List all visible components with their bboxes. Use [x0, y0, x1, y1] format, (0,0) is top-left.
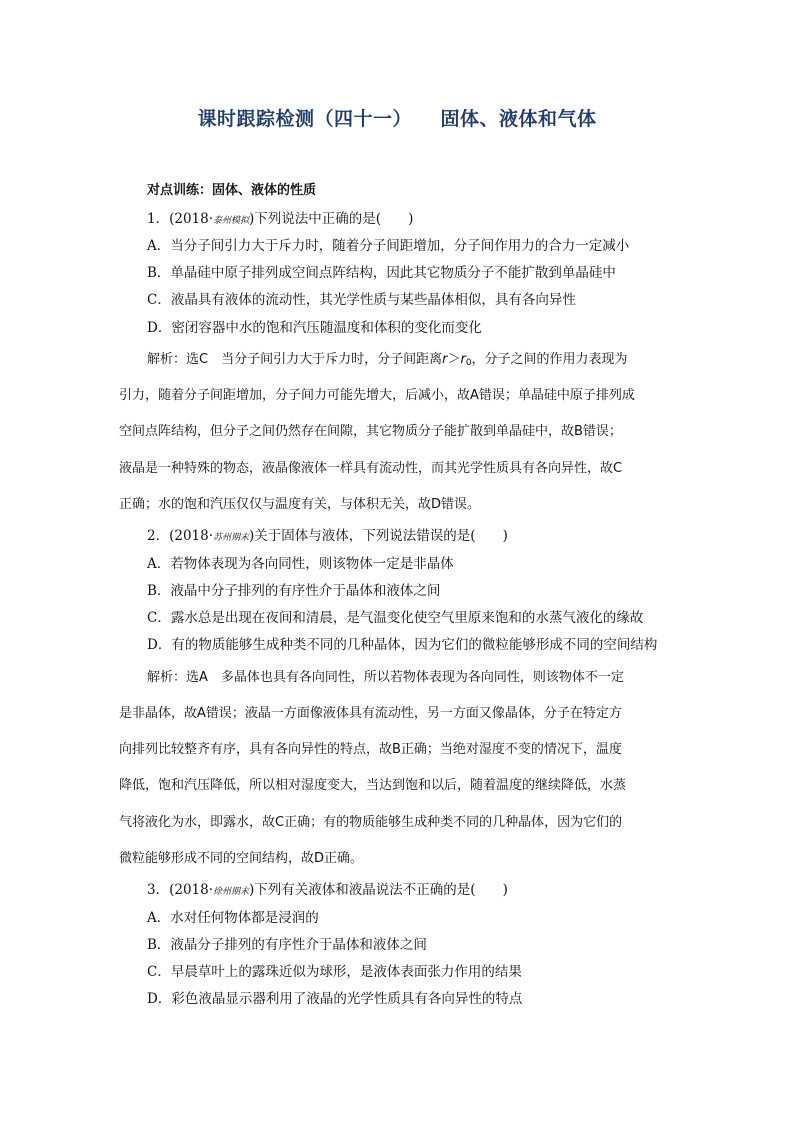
question-1-source: 泰州模拟 — [213, 216, 250, 226]
question-2-analysis-line-3: 向排列比较整齐有序，具有各向异性的特点，故B正确；当绝对湿度不变的情况下，温度 — [119, 742, 622, 757]
greater-than-symbol: ＞ — [447, 352, 461, 367]
question-2-analysis-line-1: 解析：选A 多晶体也具有各向同性，所以若物体表现为各向同性，则该物体不一定 — [147, 670, 624, 685]
question-3-option-b: B．液晶分子排列的有序性介于晶体和液体之间 — [147, 937, 427, 953]
analysis-text: ，分子之间的作用力表现为 — [471, 352, 628, 367]
subscript-zero: 0 — [465, 358, 472, 368]
question-1-analysis-line-1 — [147, 348, 677, 368]
question-3-text: )下列有关液体和液晶说法不正确的是( ) — [249, 882, 508, 898]
question-2-option-a: A．若物体表现为各向同性，则该物体一定是非晶体 — [147, 556, 454, 572]
question-2-analysis-line-2: 是非晶体，故A错误；液晶一方面像液体具有流动性，另一方面又像晶体，分子在特定方 — [119, 706, 622, 721]
question-2-option-b: B．液晶中分子排列的有序性介于晶体和液体之间 — [147, 583, 441, 599]
question-3-option-d: D．彩色液晶显示器利用了液晶的光学性质具有各向异性的特点 — [147, 991, 523, 1007]
question-1-option-b: B．单晶硅中原子排列成空间点阵结构，因此其它物质分子不能扩散到单晶硅中 — [147, 265, 616, 281]
question-1-number: 1．(2018· — [147, 211, 214, 227]
question-1-analysis-line-3: 空间点阵结构，但分子之间仍然存在间隙，其它物质分子能扩散到单晶硅中，故B错误； — [119, 424, 622, 439]
question-3-option-c: C．早晨草叶上的露珠近似为球形，是液体表面张力作用的结果 — [147, 964, 522, 980]
question-3-option-a: A．水对任何物体都是浸润的 — [147, 910, 319, 926]
section-heading: 对点训练：固体、液体的性质 — [147, 183, 317, 198]
analysis-text: 解析：选C 当分子间引力大于斥力时，分子间距离 — [147, 352, 443, 367]
question-2-analysis-line-6: 微粒能够形成不同的空间结构，故D正确。 — [119, 851, 364, 866]
variable-r: r — [442, 352, 448, 367]
question-1-option-c: C．液晶具有液体的流动性，其光学性质与某些晶体相似，具有各向异性 — [147, 292, 576, 308]
question-3-number: 3．(2018· — [147, 882, 214, 898]
question-3-stem — [147, 878, 508, 898]
question-1-option-a: A．当分子间引力大于斥力时，随着分子间距增加，分子间作用力的合力一定减小 — [147, 238, 630, 254]
question-1-text: )下列说法中正确的是( ) — [249, 211, 414, 227]
question-1-stem — [147, 207, 413, 227]
question-2-analysis-line-5: 气将液化为水，即露水，故C正确；有的物质能够生成种类不同的几种晶体，因为它们的 — [119, 815, 623, 830]
question-2-option-c: C．露水总是出现在夜间和清晨，是气温变化使空气里原来饱和的水蒸气液化的缘故 — [147, 610, 644, 626]
question-1-analysis-line-4: 液晶是一种特殊的物态，液晶像液体一样具有流动性，而其光学性质具有各向异性，故C — [119, 461, 623, 476]
question-2-source: 苏州期末 — [213, 533, 250, 543]
variable-r0: r — [460, 352, 466, 367]
question-2-stem — [147, 524, 508, 544]
question-2-text: )关于固体与液体，下列说法错误的是( ) — [249, 528, 508, 544]
question-3-source: 徐州期末 — [213, 887, 250, 897]
question-1-analysis-line-5: 正确；水的饱和汽压仅仅与温度有关，与体积无关，故D错误。 — [119, 497, 481, 512]
question-2-number: 2．(2018· — [147, 528, 214, 544]
question-2-analysis-line-4: 降低，饱和汽压降低，所以相对湿度变大，当达到饱和以后，随着温度的继续降低，水蒸 — [119, 778, 627, 793]
page-title: 课时跟踪检测（四十一） 固体、液体和气体 — [197, 108, 597, 130]
question-2-option-d: D．有的物质能够生成种类不同的几种晶体，因为它们的微粒能够形成不同的空间结构 — [147, 637, 658, 653]
question-1-analysis-line-2: 引力，随着分子间距增加，分子间力可能先增大，后减小，故A错误；单晶硅中原子排列成 — [119, 388, 635, 403]
question-1-option-d: D．密闭容器中水的饱和汽压随温度和体积的变化而变化 — [147, 320, 482, 336]
